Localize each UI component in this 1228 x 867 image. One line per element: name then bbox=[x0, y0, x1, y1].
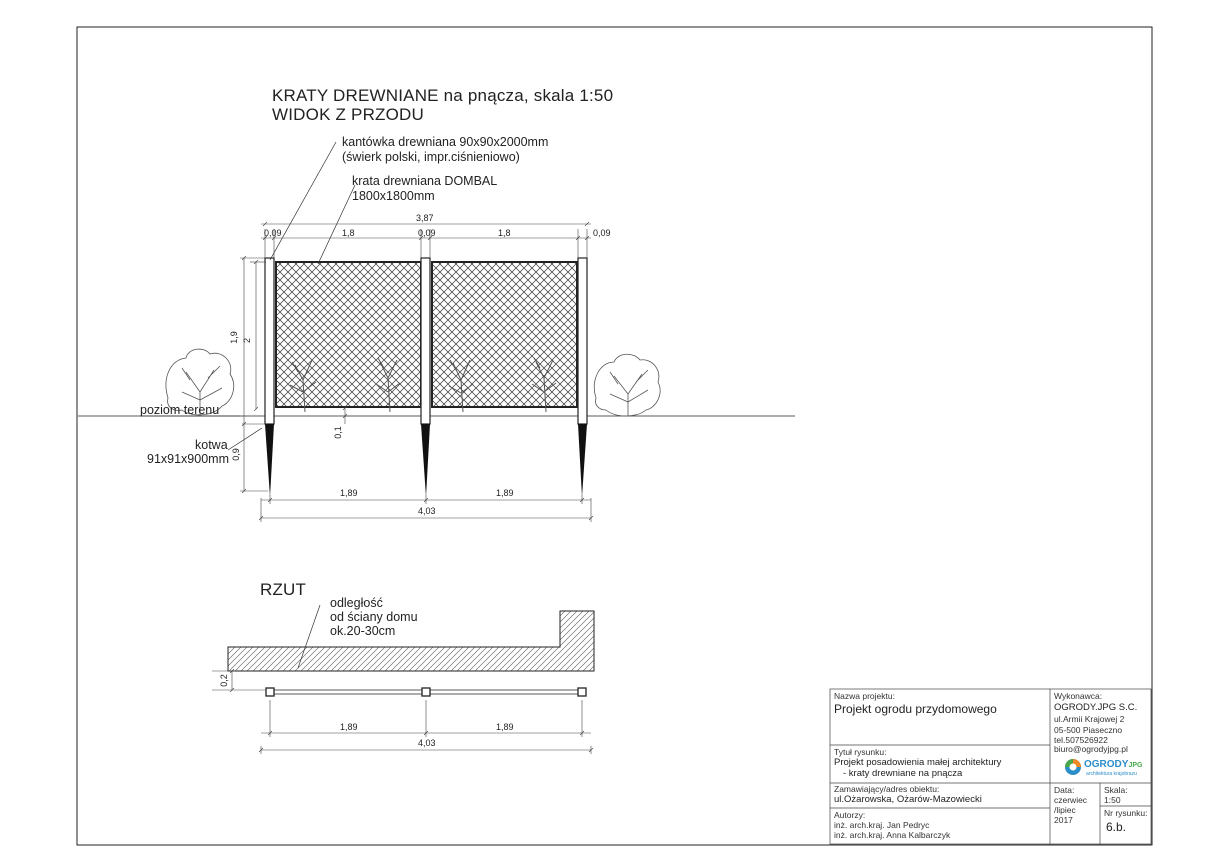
leader-anchor bbox=[228, 428, 262, 450]
dim-post-width-a: 0,09 bbox=[264, 228, 282, 238]
tb-authors-label: Autorzy: bbox=[834, 810, 866, 820]
tb-logo-name: OGRODY bbox=[1084, 759, 1129, 770]
tb-drawing-title-label: Tytuł rysunku: bbox=[834, 747, 887, 757]
note-trellis-line2: 1800x1800mm bbox=[352, 189, 435, 203]
label-ground: poziom terenu bbox=[140, 403, 220, 417]
tb-logo-tagline: architektura krajobrazu bbox=[1086, 771, 1137, 777]
plan-note-line1: odległość bbox=[330, 596, 383, 610]
label-anchor-line1: kotwa bbox=[195, 438, 228, 452]
dim-anchor-depth: 0,9 bbox=[230, 448, 241, 461]
tb-contractor-address-2: 05-500 Piaseczno bbox=[1054, 725, 1123, 735]
leader-trellis bbox=[318, 185, 355, 264]
plan-dim-offset: 0,2 bbox=[218, 674, 229, 687]
tb-project-name-label: Nazwa projektu: bbox=[834, 691, 895, 701]
dim-gap-ground: 0,1 bbox=[332, 426, 343, 439]
post-middle bbox=[421, 258, 430, 424]
dim-post-width-c: 0,09 bbox=[593, 228, 611, 238]
dim-panel-width-a: 1,8 bbox=[342, 228, 355, 238]
dim-height-post: 2 bbox=[242, 337, 253, 344]
plan-dims bbox=[212, 669, 593, 754]
plan-dim-spacing-b: 1,89 bbox=[496, 722, 514, 732]
dim-panel-width-b: 1,8 bbox=[498, 228, 511, 238]
dim-height-panel: 1,9 bbox=[228, 331, 239, 344]
tb-contractor-name: OGRODY.JPG S.C. bbox=[1054, 702, 1138, 713]
tb-drawing-title-line2: - kraty drewniane na pnącza bbox=[843, 768, 963, 779]
tb-author-1: inż. arch.kraj. Jan Pedryc bbox=[834, 820, 930, 830]
anchor-left bbox=[265, 424, 274, 497]
dim-spacing-b: 1,89 bbox=[496, 488, 514, 498]
front-view-title: KRATY DREWNIANE na pnącza, skala 1:50 bbox=[272, 86, 614, 105]
tb-logo-text bbox=[1084, 760, 1142, 770]
tb-client-address: ul.Ożarowska, Ożarów-Mazowiecki bbox=[834, 794, 982, 805]
plan-note-line2: od ściany domu bbox=[330, 610, 418, 624]
plan-note-line3: ok.20-30cm bbox=[330, 624, 396, 638]
tb-drawing-title-line1: Projekt posadowienia małej architektury bbox=[834, 757, 1002, 768]
note-trellis-line1: krata drewniana DOMBAL bbox=[352, 174, 498, 188]
tb-date-line2: /lipiec bbox=[1054, 805, 1076, 815]
post-left bbox=[265, 258, 274, 424]
tb-drawing-no: 6.b. bbox=[1106, 820, 1127, 834]
anchor-middle bbox=[421, 424, 430, 497]
trellis-panel-right bbox=[432, 262, 577, 407]
tb-date-line3: 2017 bbox=[1054, 815, 1073, 825]
leader-post bbox=[270, 142, 336, 260]
tb-contractor-address-1: ul.Armii Krajowej 2 bbox=[1054, 714, 1125, 724]
shrub-right bbox=[594, 354, 660, 416]
plan-post-middle bbox=[422, 688, 430, 696]
trellis-panel-left bbox=[276, 262, 421, 407]
note-post-line2: (świerk polski, impr.ciśnieniowo) bbox=[342, 150, 520, 164]
tb-logo-suffix: JPG bbox=[1128, 762, 1143, 769]
front-view-subtitle: WIDOK Z PRZODU bbox=[272, 105, 425, 124]
dim-post-width-b: 0,09 bbox=[418, 228, 436, 238]
tb-contractor-label: Wykonawca: bbox=[1054, 691, 1103, 701]
plan-view-title: RZUT bbox=[260, 580, 307, 599]
tb-date-label: Data: bbox=[1054, 785, 1075, 795]
tb-scale-label: Skala: bbox=[1104, 785, 1128, 795]
plan-post-left bbox=[266, 688, 274, 696]
plan-dim-spacing-a: 1,89 bbox=[340, 722, 358, 732]
tb-contractor-email: biuro@ogrodyjpg.pl bbox=[1054, 744, 1128, 754]
anchor-right bbox=[578, 424, 587, 497]
dims-left bbox=[240, 256, 268, 493]
dim-ground-gap bbox=[343, 406, 347, 424]
dim-total-bottom: 4,03 bbox=[418, 506, 436, 516]
plan-dim-total: 4,03 bbox=[418, 738, 436, 748]
logo-mark bbox=[1065, 759, 1081, 775]
tb-scale-value: 1:50 bbox=[1104, 795, 1121, 805]
plan-view bbox=[212, 605, 594, 754]
tb-client-label: Zamawiający/adres obiektu: bbox=[834, 784, 940, 794]
tb-contractor-phone: tel.507526922 bbox=[1054, 735, 1108, 745]
post-right bbox=[578, 258, 587, 424]
tb-project-name: Projekt ogrodu przydomowego bbox=[834, 702, 997, 716]
note-post-line1: kantówka drewniana 90x90x2000mm bbox=[342, 135, 549, 149]
tb-author-2: inż. arch.kraj. Anna Kalbarczyk bbox=[834, 830, 951, 840]
tb-date-line1: czerwiec bbox=[1054, 795, 1088, 805]
label-anchor-line2: 91x91x900mm bbox=[147, 452, 229, 466]
tb-drawing-no-label: Nr rysunku: bbox=[1104, 808, 1148, 818]
dim-total-top: 3,87 bbox=[416, 213, 434, 223]
plan-post-right bbox=[578, 688, 586, 696]
dim-spacing-a: 1,89 bbox=[340, 488, 358, 498]
